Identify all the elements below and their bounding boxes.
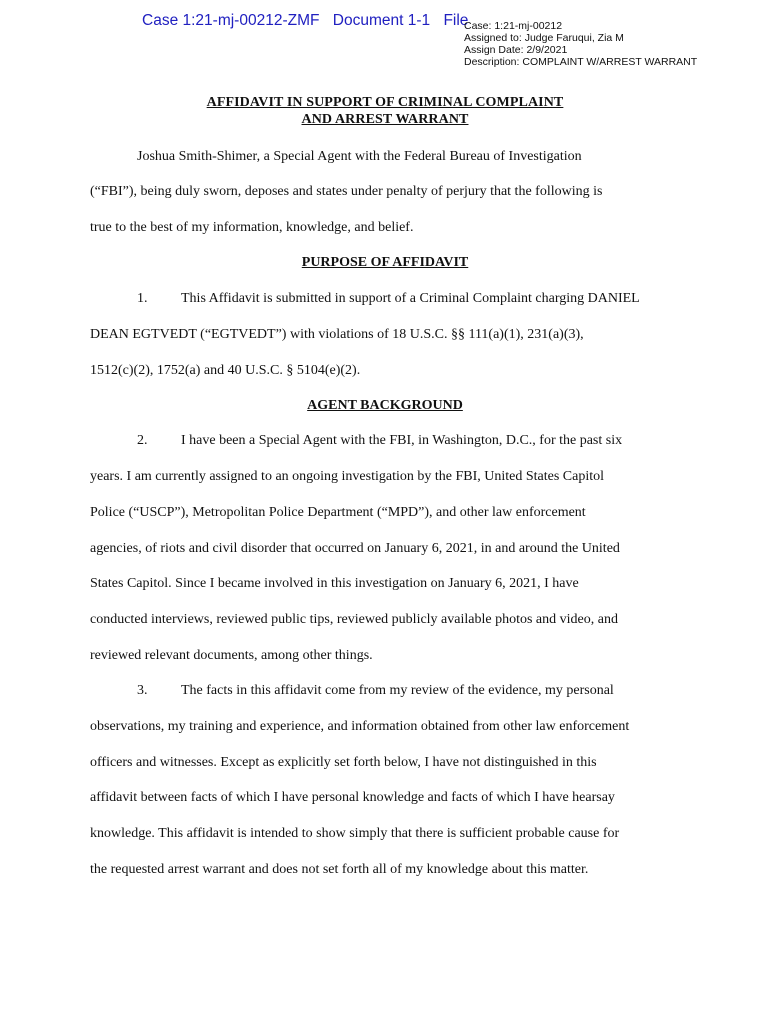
paragraph-number-3: 3. <box>137 683 148 698</box>
section-heading-background <box>0 398 770 414</box>
paragraph-3-line-2: observations, my training and experience, and information obtained from other law enforcement <box>90 719 630 734</box>
paragraph-number-2: 2. <box>137 433 148 448</box>
paragraph-2-line-5: States Capitol. Since I became involved in this investigation on January 6, 2021, I have <box>90 576 579 591</box>
file-label: File <box>443 12 469 29</box>
stamp-case: Case: 1:21-mj-00212 <box>464 20 563 32</box>
case-number: Case 1:21-mj-00212-ZMF <box>142 12 320 29</box>
paragraph-1-line-1: This Affidavit is submitted in support of a Criminal Complaint charging DANIEL <box>181 291 640 306</box>
section-heading-background-text: AGENT BACKGROUND <box>307 398 463 413</box>
paragraph-3-line-1: The facts in this affidavit come from my review of the evidence, my personal <box>181 683 614 698</box>
intro-line-1: Joshua Smith-Shimer, a Special Agent with the Federal Bureau of Investigation <box>137 149 582 164</box>
title-line-1-text: AFFIDAVIT IN SUPPORT OF CRIMINAL COMPLAINT <box>206 95 564 110</box>
paragraph-1-line-2: DEAN EGTVEDT (“EGTVEDT”) with violations of 18 U.S.C. §§ 111(a)(1), 231(a)(3), <box>90 327 584 342</box>
paragraph-2-line-4: agencies, of riots and civil disorder that occurred on January 6, 2021, in and around the United <box>90 541 620 556</box>
paragraph-number-1: 1. <box>137 291 148 306</box>
section-heading-purpose <box>0 255 770 271</box>
paragraph-3-line-6: the requested arrest warrant and does not set forth all of my knowledge about this matter. <box>90 862 589 877</box>
paragraph-2-line-3: Police (“USCP”), Metropolitan Police Department (“MPD”), and other law enforcement <box>90 505 586 520</box>
document-title-line-2 <box>0 112 770 128</box>
paragraph-2-line-2: years. I am currently assigned to an ongoing investigation by the FBI, United States Capitol <box>90 469 605 484</box>
paragraph-3-line-5: knowledge. This affidavit is intended to show simply that there is sufficient probable cause for <box>90 826 620 841</box>
document-title-line-1 <box>0 95 770 111</box>
intro-line-3: true to the best of my information, knowledge, and belief. <box>90 220 414 235</box>
document-number: Document 1-1 <box>332 12 431 29</box>
paragraph-1-line-3: 1512(c)(2), 1752(a) and 40 U.S.C. § 5104(e)(2). <box>90 363 361 378</box>
paragraph-2-line-7: reviewed relevant documents, among other things. <box>90 648 373 663</box>
stamp-assigned: Assigned to: Judge Faruqui, Zia M <box>464 32 624 44</box>
paragraph-2-line-1: I have been a Special Agent with the FBI, in Washington, D.C., for the past six <box>181 433 623 448</box>
section-heading-purpose-text: PURPOSE OF AFFIDAVIT <box>301 255 469 270</box>
intro-line-2: (“FBI”), being duly sworn, deposes and states under penalty of perjury that the following is <box>90 184 603 199</box>
paragraph-3-line-3: officers and witnesses. Except as explicitly set forth below, I have not distinguished in this <box>90 755 597 770</box>
paragraph-3-line-4: affidavit between facts of which I have personal knowledge and facts of which I have hearsay <box>90 790 615 805</box>
stamp-date: Assign Date: 2/9/2021 <box>464 44 568 56</box>
title-line-2-text: AND ARREST WARRANT <box>301 112 469 127</box>
ecf-header <box>142 12 469 30</box>
stamp-description: Description: COMPLAINT W/ARREST WARRANT <box>464 56 698 68</box>
paragraph-2-line-6: conducted interviews, reviewed public tips, reviewed publicly available photos and video, and <box>90 612 618 627</box>
case-stamp <box>464 20 697 68</box>
